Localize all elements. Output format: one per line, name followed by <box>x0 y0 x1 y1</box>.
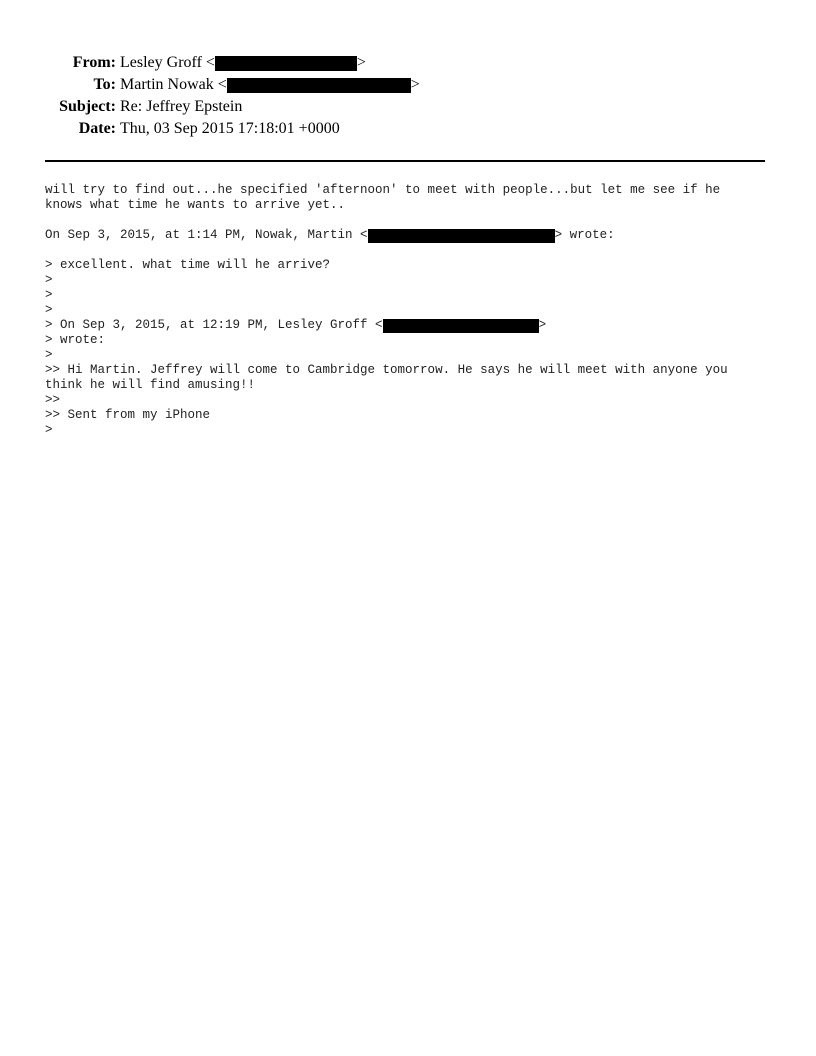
date-row <box>0 118 816 140</box>
quote-header-suffix: > wrote: <box>554 228 615 242</box>
redaction-box <box>368 229 555 243</box>
date-value: Thu, 03 Sep 2015 17:18:01 +0000 <box>120 120 340 137</box>
subject-row <box>0 96 816 118</box>
quoted-line: > <box>45 303 53 317</box>
from-row <box>0 52 816 74</box>
quoted-line: > <box>45 423 53 437</box>
quoted-line <box>45 318 770 333</box>
quoted-line: >> Sent from my iPhone <box>45 408 211 422</box>
to-label: To: <box>93 76 116 93</box>
quoted-line: >> <box>45 393 61 407</box>
quoted-line: > <box>45 348 53 362</box>
email-body <box>45 183 770 438</box>
redaction-box <box>383 319 539 333</box>
nested-quote-suffix: > <box>538 318 547 332</box>
from-label: From: <box>72 54 116 71</box>
quoted-line: > <box>45 288 53 302</box>
to-close: > <box>410 76 420 93</box>
quoted-line: > wrote: <box>45 333 106 347</box>
to-row <box>0 74 816 96</box>
body-line: knows what time he wants to arrive yet.. <box>45 198 346 212</box>
from-name: Lesley Groff < <box>120 54 215 71</box>
date-label: Date: <box>78 120 116 137</box>
to-name: Martin Nowak < <box>120 76 227 93</box>
from-close: > <box>356 54 366 71</box>
to-value <box>120 74 420 96</box>
subject-label: Subject: <box>59 98 116 115</box>
header-divider <box>45 160 765 162</box>
body-line: will try to find out...he specified 'afternoon' to meet with people...but let me see if he <box>45 183 721 197</box>
spacer <box>45 213 770 228</box>
subject-value: Re: Jeffrey Epstein <box>120 98 243 115</box>
email-header <box>0 52 816 140</box>
quoted-line: >> Hi Martin. Jeffrey will come to Cambridge tomorrow. He says he will meet with anyone you <box>45 363 728 377</box>
quoted-line: think he will find amusing!! <box>45 378 256 392</box>
nested-quote-prefix: > On Sep 3, 2015, at 12:19 PM, Lesley Groff < <box>45 318 383 332</box>
from-value <box>120 52 366 74</box>
quote-header <box>45 228 770 243</box>
quoted-line: > excellent. what time will he arrive? <box>45 258 331 272</box>
quoted-line: > <box>45 273 53 287</box>
redaction-box <box>227 78 411 93</box>
quote-header-prefix: On Sep 3, 2015, at 1:14 PM, Nowak, Martin < <box>45 228 368 242</box>
redaction-box <box>215 56 357 71</box>
spacer <box>45 243 770 258</box>
